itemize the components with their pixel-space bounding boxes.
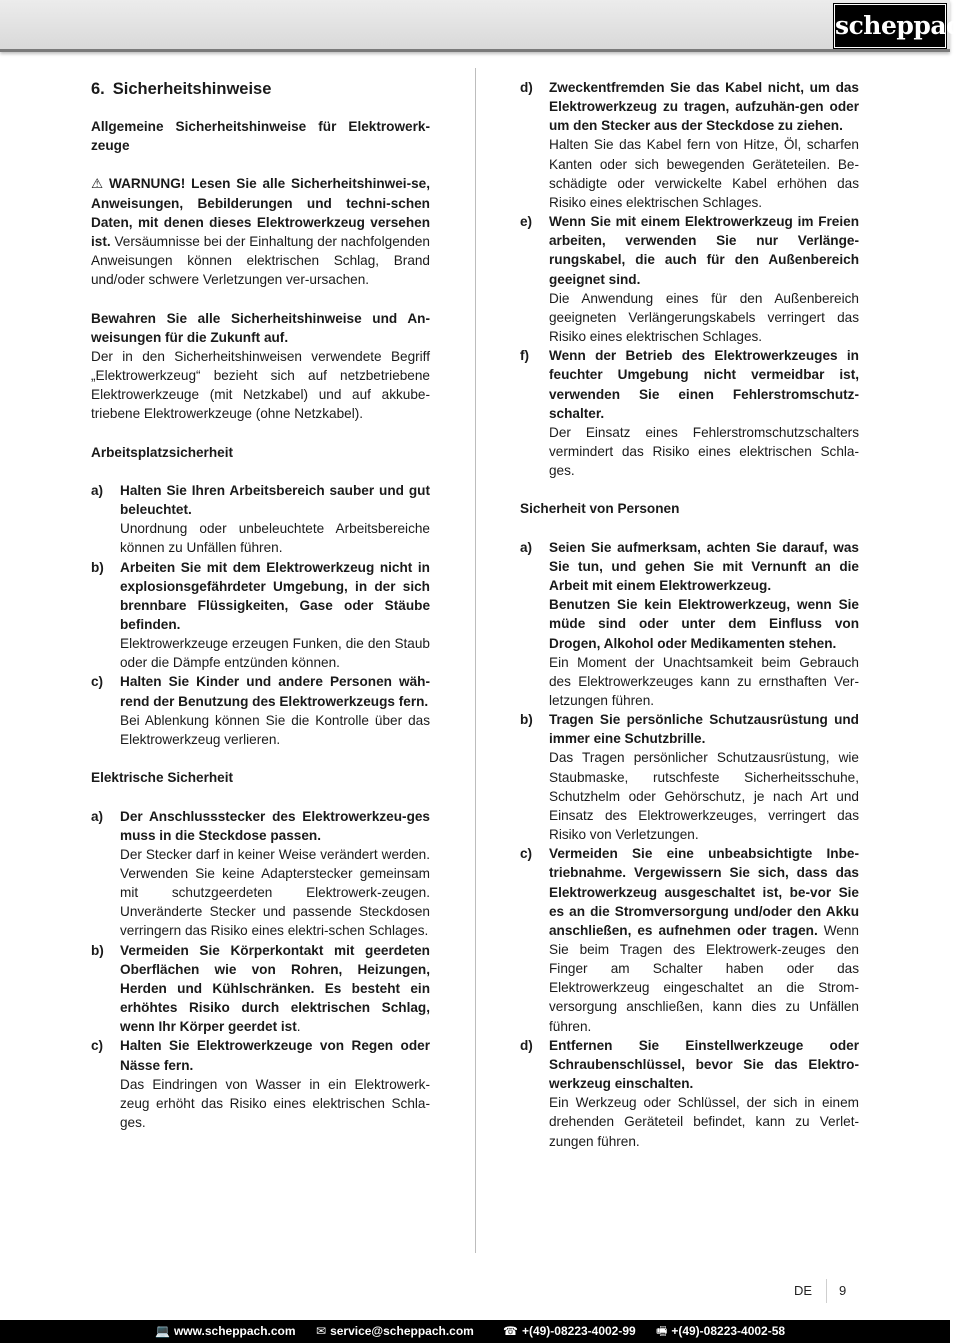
item-bold: Entfernen Sie Einstellwerkzeuge oder Schraubenschlüssel, bevor Sie das Elektro-werkzeug einschalten. xyxy=(549,1037,859,1092)
warning-text: Versäumnisse bei der Einhaltung der nachfolgenden Anweisungen können elektrischen Schlag, Brand und/oder schwere Verletzungen ver-ursachen. xyxy=(91,233,430,288)
item-text: Bei Ablenkung können Sie die Kontrolle über das Elektrowerkzeug verlieren. xyxy=(120,712,430,747)
section-title xyxy=(91,78,430,100)
item-paragraph xyxy=(549,844,859,1036)
computer-icon: 💻 xyxy=(155,1324,170,1338)
keep-instructions-text: Der in den Sicherheitshinweisen verwendete Begriff „Elektrowerkzeug“ bezieht sich auf netzbetriebene Elektrowerkzeuge (mit Netzkabel) und auf akkube-triebene Elektrowerkzeuge (ohne Netzkabel). xyxy=(91,348,430,422)
item-bold: Wenn der Betrieb des Elektrowerkzeuges in feuchter Umgebung nicht vermeidbar ist, verwenden Sie einen Fehlerstromschutz-schalter. xyxy=(549,348,859,421)
list-item xyxy=(91,672,430,749)
warning-icon: ⚠ xyxy=(91,176,104,192)
list-item xyxy=(91,481,430,558)
page-language: DE xyxy=(794,1283,813,1298)
item-text: Das Eindringen von Wasser in ein Elektrowerk-zeug erhöht das Risiko eines elektrischen Schla-ges. xyxy=(120,1076,430,1131)
list-item xyxy=(91,941,430,1037)
item-text: Der Einsatz eines Fehlerstromschutzschalters vermindert das Risiko eines elektrischen Schla-ges. xyxy=(549,424,859,479)
item-bold: Der Anschlussstecker des Elektrowerkzeu-ges muss in die Steckdose passen. xyxy=(120,808,430,843)
item-text: Elektrowerkzeuge erzeugen Funken, die den Staub oder die Dämpfe entzünden können. xyxy=(120,636,430,671)
contact-bar xyxy=(0,1320,950,1343)
scheppach-logo: scheppach xyxy=(834,4,946,48)
item-text: Unordnung oder unbeleuchtete Arbeitsbereiche können zu Unfällen führen. xyxy=(120,521,430,556)
list-item xyxy=(520,78,859,212)
item-bold: Vermeiden Sie eine unbeabsichtigte Inbe-triebnahme. Vergewissern Sie sich, dass das Elektrowerkzeug ausgeschaltet ist, be-vor Sie es an die Stromversorgung und/oder den Akku anschließen, es aufnehmen oder tragen. xyxy=(549,846,859,938)
item-text: Das Tragen persönlicher Schutzausrüstung, wie Staubmaske, rutschfeste Sicherheitsschuhe, Schutzhelm oder Gehörschutz, je nach Art und Einsatz des Elektrowerkzeuges, verringert das Risiko von Verletzungen. xyxy=(549,750,859,843)
page-number-divider xyxy=(826,1279,827,1303)
mail-icon: ✉ xyxy=(316,1324,327,1338)
item-bold-2: Benutzen Sie kein Elektrowerkzeug, wenn Sie müde sind oder unter dem Einfluss von Drogen, Alkohol oder Medikamenten stehen. xyxy=(549,597,859,651)
item-text: Wenn Sie beim Tragen des Elektrowerk-zeuges den Finger am Schalter haben oder das Elektrowerkzeug eingeschaltet an die Strom-versorgung anschließen, kann dies zu Unfällen führen. xyxy=(549,922,859,1034)
general-safety-heading: Allgemeine Sicherheitshinweise für Elektrowerk-zeuge xyxy=(91,119,430,154)
list-item xyxy=(520,538,859,710)
item-text: Ein Moment der Unachtsamkeit beim Gebrauch des Elektrowerkzeuges kann zu ernsthaften Ver-letzungen führen. xyxy=(549,654,859,708)
phone-contact xyxy=(503,1320,636,1343)
item-label: a) xyxy=(91,482,104,498)
electrical-list-continued xyxy=(520,78,859,480)
left-column xyxy=(91,78,430,1132)
item-paragraph xyxy=(120,941,430,1037)
workplace-list xyxy=(91,481,430,749)
warning-paragraph xyxy=(91,174,430,289)
item-label: e) xyxy=(520,214,533,230)
item-bold: Arbeiten Sie mit dem Elektrowerkzeug nicht in explosionsgefährdeter Umgebung, in der sich brennbare Flüssigkeiten, Gase oder Stäube befinden. xyxy=(120,559,430,632)
item-text: Ein Werkzeug oder Schlüssel, der sich in einem drehenden Geräteteil befindet, kann zu Verlet-zungen führen. xyxy=(549,1095,859,1149)
header-bar xyxy=(0,0,978,52)
electrical-heading: Elektrische Sicherheit xyxy=(91,770,234,786)
phone-icon: ☎ xyxy=(503,1324,518,1338)
item-bold: Vermeiden Sie Körperkontakt mit geerdeten Oberflächen wie von Rohren, Heizungen, Herden und Kühlschränken. Es besteht ein erhöhtes Risiko durch elektrischen Schlag, wenn Ihr Körper geerdet ist xyxy=(120,942,430,1035)
website-link[interactable]: www.scheppach.com xyxy=(173,1324,296,1338)
electrical-list xyxy=(91,807,430,1133)
keep-instructions-bold: Bewahren Sie alle Sicherheitshinweise und An-weisungen für die Zukunft auf. xyxy=(91,310,430,345)
website-contact xyxy=(155,1320,296,1343)
item-label: c) xyxy=(91,1038,104,1054)
item-bold: Tragen Sie persönliche Schutzausrüstung und immer eine Schutzbrille. xyxy=(549,712,859,747)
fax-contact xyxy=(656,1320,785,1343)
item-bold: Zweckentfremden Sie das Kabel nicht, um das Elektrowerkzeug zu tragen, aufzuhän-gen oder um den Stecker aus der Steckdose zu ziehen. xyxy=(549,80,859,134)
item-label: c) xyxy=(520,846,533,862)
item-label: a) xyxy=(520,539,533,555)
item-bold: Halten Sie Ihren Arbeitsbereich sauber und gut beleuchtet. xyxy=(120,482,430,518)
list-item xyxy=(520,710,859,844)
email-contact xyxy=(316,1320,474,1343)
fax-icon: 🖷 xyxy=(656,1324,668,1338)
item-label: b) xyxy=(91,559,104,575)
section-title-text: Sicherheitshinweise xyxy=(112,80,272,98)
item-bold: Halten Sie Elektrowerkzeuge von Regen oder Nässe fern. xyxy=(120,1038,430,1073)
item-bold: Halten Sie Kinder und andere Personen wäh-rend der Benutzung des Elektrowerkzeugs fern. xyxy=(120,674,430,709)
list-item xyxy=(520,212,859,346)
list-item xyxy=(520,346,859,480)
persons-heading: Sicherheit von Personen xyxy=(520,501,680,517)
item-text: . xyxy=(296,1019,301,1035)
item-text: Halten Sie das Kabel fern von Hitze, Öl, scharfen Kanten oder sich bewegenden Geräteteilen. Be-schädigte oder verwickelte Kabel erhöhen das Risiko eines elektrischen Schlages. xyxy=(549,137,859,210)
warning-bold: WARNUNG! Lesen Sie alle Sicherheitshinwei-se, Anweisungen, Bebilderungen und techni-schen Daten, mit denen dieses Elektrowerkzeug versehen ist. xyxy=(91,176,430,249)
item-text: Die Anwendung eines für den Außenbereich geeigneten Verlängerungskabels verringert das Risiko eines elektrischen Schlages. xyxy=(549,290,859,345)
item-label: b) xyxy=(520,712,533,728)
phone-number: +(49)-08223-4002-99 xyxy=(521,1324,636,1338)
column-divider xyxy=(475,68,476,1253)
email-link[interactable]: service@scheppach.com xyxy=(330,1324,474,1338)
list-item xyxy=(91,558,430,673)
item-bold: Seien Sie aufmerksam, achten Sie darauf, was Sie tun, und gehen Sie mit Vernunft an die Arbeit mit einem Elektrowerkzeug. xyxy=(549,539,859,594)
list-item xyxy=(520,844,859,1036)
item-bold: Wenn Sie mit einem Elektrowerkzeug im Freien arbeiten, verwenden Sie nur Verlänge-rungskabel, die auch für den Außenbereich geeignet sind. xyxy=(549,214,859,287)
item-label: d) xyxy=(520,1037,533,1053)
item-text: Der Stecker darf in keiner Weise verändert werden. Verwenden Sie keine Adapterstecker gemeinsam mit schutzgeerdeten Elektrowerk-zeugen. Unveränderte Stecker und passende Steckdosen verringern das Risiko eines elektri-schen Schlages. xyxy=(120,846,430,939)
fax-number: +(49)-08223-4002-58 xyxy=(671,1324,786,1338)
persons-list xyxy=(520,538,859,1151)
list-item xyxy=(91,807,430,941)
item-label: b) xyxy=(91,942,104,958)
list-item xyxy=(91,1036,430,1132)
page-number: 9 xyxy=(839,1283,847,1298)
item-label: f) xyxy=(520,348,530,364)
section-number: 6. xyxy=(91,80,105,98)
item-label: a) xyxy=(91,808,104,824)
item-label: d) xyxy=(520,80,533,95)
list-item xyxy=(520,1036,859,1151)
right-column xyxy=(520,78,859,1151)
workplace-heading: Arbeitsplatzsicherheit xyxy=(91,444,234,460)
item-label: c) xyxy=(91,674,104,690)
